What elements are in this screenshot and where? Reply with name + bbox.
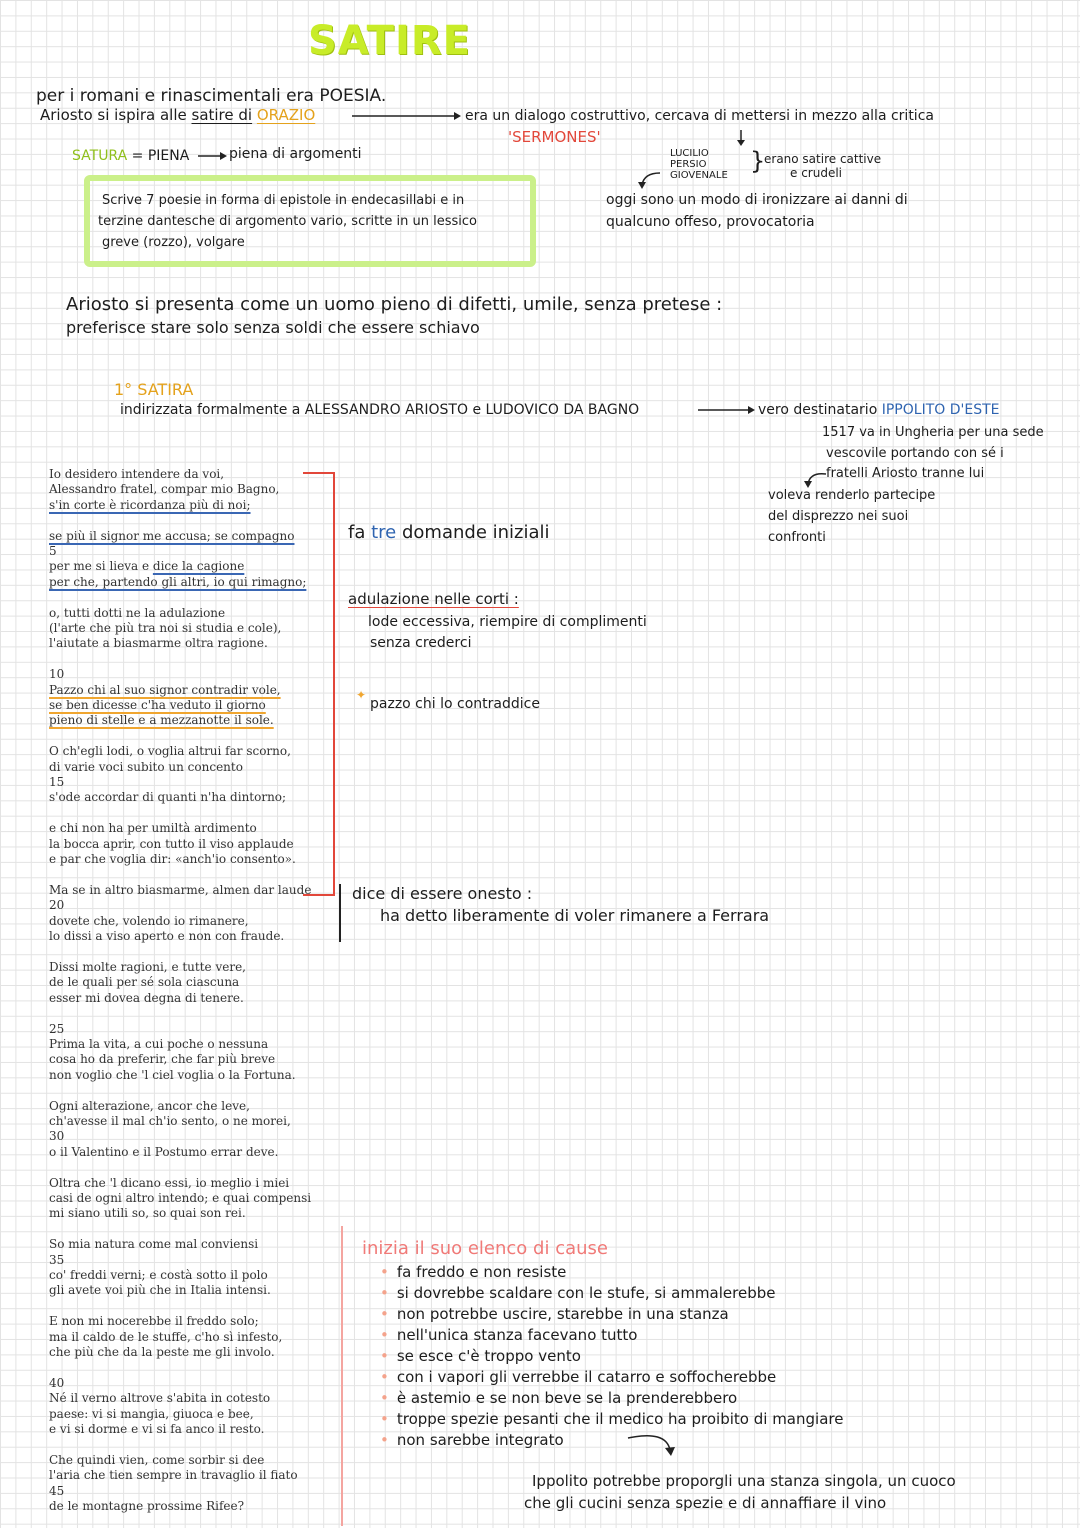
bullet-icon: • xyxy=(380,1410,389,1428)
authors-list xyxy=(670,148,728,181)
poem-line-number: 30 xyxy=(49,1129,65,1144)
cause-item xyxy=(380,1367,843,1388)
poem-line: Ogni alterazione, ancor che leve, xyxy=(49,1098,250,1113)
black-bracket-line xyxy=(339,884,341,942)
poem-line: e par che voglia dir: «anch'io consento». xyxy=(49,852,296,867)
cause-item xyxy=(380,1430,843,1451)
poem-line: mi siano utili so, so quai son rei. xyxy=(49,1206,246,1221)
ippolito-note-3: fratelli Ariosto tranne lui xyxy=(826,466,985,481)
cause-item xyxy=(380,1325,843,1346)
fa-word: fa xyxy=(348,522,366,543)
poem-line: de le quali per sé sola ciascuna xyxy=(49,975,240,990)
cause-item-text: non potrebbe uscire, starebbe in una stanza xyxy=(396,1305,729,1323)
poem-spacer xyxy=(49,806,339,821)
ippolito-name: IPPOLITO D'ESTE xyxy=(881,402,1000,418)
intro-satire: satire di xyxy=(191,106,253,124)
onesto-heading: dice di essere onesto : xyxy=(352,884,533,903)
cause-heading: inizia il suo elenco di cause xyxy=(362,1238,608,1259)
poem-line: Dissi molte ragioni, e tutte vere, xyxy=(49,959,246,974)
cause-item xyxy=(380,1262,843,1283)
poem-line: O ch'egli lodi, o voglia altrui far scorno, xyxy=(49,744,291,759)
poem-line xyxy=(49,559,339,574)
down-arrow-icon xyxy=(735,130,747,146)
cause-item xyxy=(380,1304,843,1325)
dialogo-text: era un dialogo costruttivo, cercava di mettersi in mezzo alla critica xyxy=(465,108,934,124)
ippolito-note-1: 1517 va in Ungheria per una sede xyxy=(822,425,1044,440)
poem-line: ma il caldo de le stuffe, c'ho sì infesto, xyxy=(49,1329,283,1344)
poem-line-number: 10 xyxy=(49,667,65,682)
satura-line xyxy=(72,148,189,164)
poem-line: lo dissi a viso aperto e non con fraude. xyxy=(49,929,285,944)
poem-line: o, tutti dotti ne la adulazione xyxy=(49,605,226,620)
bullet-icon: • xyxy=(380,1305,389,1323)
poem-line: se ben dicesse c'ha veduto il giorno xyxy=(49,698,266,713)
ippolito-note-4: voleva renderlo partecipe xyxy=(768,488,936,503)
poem-line: Oltra che 'l dicano essi, io meglio i miei xyxy=(49,1175,290,1190)
cause-item-text: nell'unica stanza facevano tutto xyxy=(396,1326,638,1344)
poem-line: casi de ogni altro intendo; e quai compensi xyxy=(49,1190,312,1205)
poem-line: ch'avesse il mal ch'io sento, o ne morei, xyxy=(49,1113,291,1128)
indirizzata-text: indirizzata formalmente a ALESSANDRO ARIOSTO e LUDOVICO DA BAGNO xyxy=(120,402,640,418)
prima-satira-heading: 1° SATIRA xyxy=(114,380,194,399)
bullet-icon: • xyxy=(380,1263,389,1281)
adulazione-heading: adulazione nelle corti : xyxy=(348,590,519,608)
poem-line: Ma se in altro biasmarme, almen dar laude xyxy=(49,882,312,897)
brace-icon: } xyxy=(750,147,766,175)
poem-line: Né il verno altrove s'abita in cotesto xyxy=(49,1391,271,1406)
presentazione-line-2: preferisce stare solo senza soldi che essere schiavo xyxy=(66,318,480,337)
poem-spacer xyxy=(49,513,339,528)
pazzo-note: pazzo chi lo contraddice xyxy=(370,696,540,712)
poem-spacer xyxy=(49,1299,339,1314)
poem-line-number: 5 xyxy=(49,544,57,559)
ippolito-note-2: vescovile portando con sé i xyxy=(826,446,1004,461)
intro-line-2-prefix: Ariosto si ispira alle xyxy=(40,106,187,124)
cause-item xyxy=(380,1283,843,1304)
poem-line-number: 15 xyxy=(49,775,65,790)
poem-line-number: 40 xyxy=(49,1375,65,1390)
bullet-icon: • xyxy=(380,1284,389,1302)
cause-item xyxy=(380,1388,843,1409)
tre-word: tre xyxy=(371,522,397,543)
box-line-3: greve (rozzo), volgare xyxy=(102,235,245,250)
poem-line: e vi si dorme e vi si fa anco il resto. xyxy=(49,1421,265,1436)
poem-spacer xyxy=(49,945,339,960)
poem-line: cosa ho da preferir, che far più breve xyxy=(49,1052,276,1067)
presentazione-line-1: Ariosto si presenta come un uomo pieno di difetti, umile, senza pretese : xyxy=(66,294,723,315)
cause-item-text: se esce c'è troppo vento xyxy=(396,1347,581,1365)
satura-eq: = PIENA xyxy=(131,148,190,164)
poem-line: o il Valentino e il Postumo errar deve. xyxy=(49,1144,279,1159)
cause-item-text: con i vapori gli verrebbe il catarro e soffocherebbe xyxy=(396,1368,777,1386)
arrow-icon xyxy=(198,150,228,162)
poem-line: che più che da la peste me gli involo. xyxy=(49,1344,275,1359)
poem-spacer xyxy=(49,652,339,667)
star-icon: ✦ xyxy=(356,688,367,702)
page-title: SATIRE xyxy=(308,18,471,64)
poem-line: E non mi nocerebbe il freddo solo; xyxy=(49,1314,259,1329)
authors-note-2: e crudeli xyxy=(790,166,843,180)
poem-line: Alessandro fratel, compar mio Bagno, xyxy=(49,482,280,497)
pink-bracket-line xyxy=(341,1226,343,1526)
arrow-icon xyxy=(352,110,462,122)
poem-line: dovete che, volendo io rimanere, xyxy=(49,913,249,928)
poem-line-number: 20 xyxy=(49,898,65,913)
bullet-icon: • xyxy=(380,1347,389,1365)
poem-spacer xyxy=(49,1360,339,1375)
box-line-2: terzine dantesche di argomento vario, scritte in un lessico xyxy=(98,214,477,229)
poem-spacer xyxy=(49,1437,339,1452)
poem-line-number: 25 xyxy=(49,1021,65,1036)
poem-spacer xyxy=(49,1083,339,1098)
poem-line: esser mi dovea degna di tenere. xyxy=(49,990,244,1005)
poem-line: s'ode accordar di quanti n'ha dintorno; xyxy=(49,790,287,805)
cause-item-text: troppe spezie pesanti che il medico ha proibito di mangiare xyxy=(396,1410,844,1428)
poem-line: non voglio che 'l ciel voglia o la Fortuna. xyxy=(49,1067,296,1082)
arrow-icon xyxy=(698,404,756,416)
poem-segment: per me si lieva e xyxy=(49,559,153,574)
bullet-icon: • xyxy=(380,1368,389,1386)
poem-line: co' freddi verni; e costà sotto il polo xyxy=(49,1267,268,1282)
curved-arrow-icon xyxy=(636,170,662,190)
author-giovenale: GIOVENALE xyxy=(670,170,728,181)
poem-line: pieno di stelle e a mezzanotte il sole. xyxy=(49,713,274,728)
authors-note-1: erano satire cattive xyxy=(764,152,882,166)
poem-line: la bocca aprir, con tutto il viso applaude xyxy=(49,836,294,851)
today-line-2: qualcuno offeso, provocatoria xyxy=(606,214,815,230)
ippolito-offer-1: Ippolito potrebbe proporgli una stanza singola, un cuoco xyxy=(532,1472,956,1490)
poem-spacer xyxy=(49,1160,339,1175)
cause-item-text: non sarebbe integrato xyxy=(396,1431,564,1449)
poem-spacer xyxy=(49,590,339,605)
poem-line: di varie voci subito un concento xyxy=(49,759,243,774)
curved-arrow-icon xyxy=(626,1428,676,1458)
poem-line: So mia natura come mal conviensi xyxy=(49,1237,259,1252)
poem-line: l'aria che tien sempre in travaglio il fiato xyxy=(49,1468,298,1483)
sermones-label: 'SERMONES' xyxy=(508,128,601,146)
poem-line: Prima la vita, a cui poche o nessuna xyxy=(49,1036,269,1051)
vero-destinatario xyxy=(758,402,999,418)
ippolito-note-6: confronti xyxy=(768,530,826,545)
lode-line-2: senza crederci xyxy=(370,635,472,651)
ippolito-offer-2: che gli cucini senza spezie e di annaffiare il vino xyxy=(524,1494,887,1512)
intro-line-2 xyxy=(40,106,315,124)
domande-word: domande iniziali xyxy=(401,522,550,543)
today-line-1: oggi sono un modo di ironizzare ai danni di xyxy=(606,192,908,208)
poem-line: per che, partendo gli altri, io qui rimagno; xyxy=(49,574,307,589)
poem-spacer xyxy=(49,729,339,744)
poem-spacer xyxy=(49,867,339,882)
poem-line-number: 45 xyxy=(49,1483,65,1498)
satura-label: SATURA xyxy=(72,148,128,164)
box-line-1: Scrive 7 poesie in forma di epistole in endecasillabi e in xyxy=(102,193,465,208)
cause-item xyxy=(380,1409,843,1430)
poem-line: Pazzo chi al suo signor contradir vole, xyxy=(49,682,281,697)
intro-line-1: per i romani e rinascimentali era POESIA. xyxy=(36,86,387,106)
lode-line-1: lode eccessiva, riempire di complimenti xyxy=(368,614,647,630)
bullet-icon: • xyxy=(380,1326,389,1344)
poem-line: de le montagne prossime Rifee? xyxy=(49,1499,245,1513)
poem-line: e chi non ha per umiltà ardimento xyxy=(49,821,257,836)
poem-text xyxy=(49,467,339,1514)
cause-item-text: è astemio e se non beve se la prenderebbero xyxy=(396,1389,738,1407)
poem-line: Io desidero intendere da voi, xyxy=(49,467,225,481)
cause-item-text: si dovrebbe scaldare con le stufe, si ammalerebbe xyxy=(396,1284,776,1302)
intro-orazio: ORAZIO xyxy=(256,106,316,124)
poem-line: s'in corte è ricordanza più di noi; xyxy=(49,497,251,512)
cause-list xyxy=(380,1262,843,1451)
poem-line-number: 35 xyxy=(49,1252,65,1267)
author-lucilio: LUCILIO xyxy=(670,148,709,159)
tre-domande xyxy=(348,522,550,543)
satura-arrow-text: piena di argomenti xyxy=(229,146,362,162)
poem-line: Che quindi vien, come sorbir si dee xyxy=(49,1452,265,1467)
ferrara-note: ha detto liberamente di voler rimanere a Ferrara xyxy=(380,906,770,925)
poem-spacer xyxy=(49,1006,339,1021)
cause-item-text: fa freddo e non resiste xyxy=(396,1263,567,1281)
author-persio: PERSIO xyxy=(670,159,707,170)
poem-line: se più il signor me accusa; se compagno xyxy=(49,528,295,543)
bullet-icon: • xyxy=(380,1431,389,1449)
poem-line: (l'arte che più tra noi si studia e cole), xyxy=(49,621,282,636)
poem-line: paese: vi si mangia, giuoca e bee, xyxy=(49,1406,254,1421)
bullet-icon: • xyxy=(380,1389,389,1407)
poem-spacer xyxy=(49,1222,339,1237)
curved-arrow-icon xyxy=(802,468,828,490)
poem-segment: dice la cagione xyxy=(152,559,245,574)
poem-line: l'aiutate a biasmarme oltra ragione. xyxy=(49,636,268,651)
poem-line: gli avete voi più che in Italia intensi. xyxy=(49,1283,271,1298)
ippolito-note-5: del disprezzo nei suoi xyxy=(768,509,909,524)
red-bracket xyxy=(303,472,335,896)
vero-label: vero destinatario xyxy=(758,402,878,418)
cause-item xyxy=(380,1346,843,1367)
